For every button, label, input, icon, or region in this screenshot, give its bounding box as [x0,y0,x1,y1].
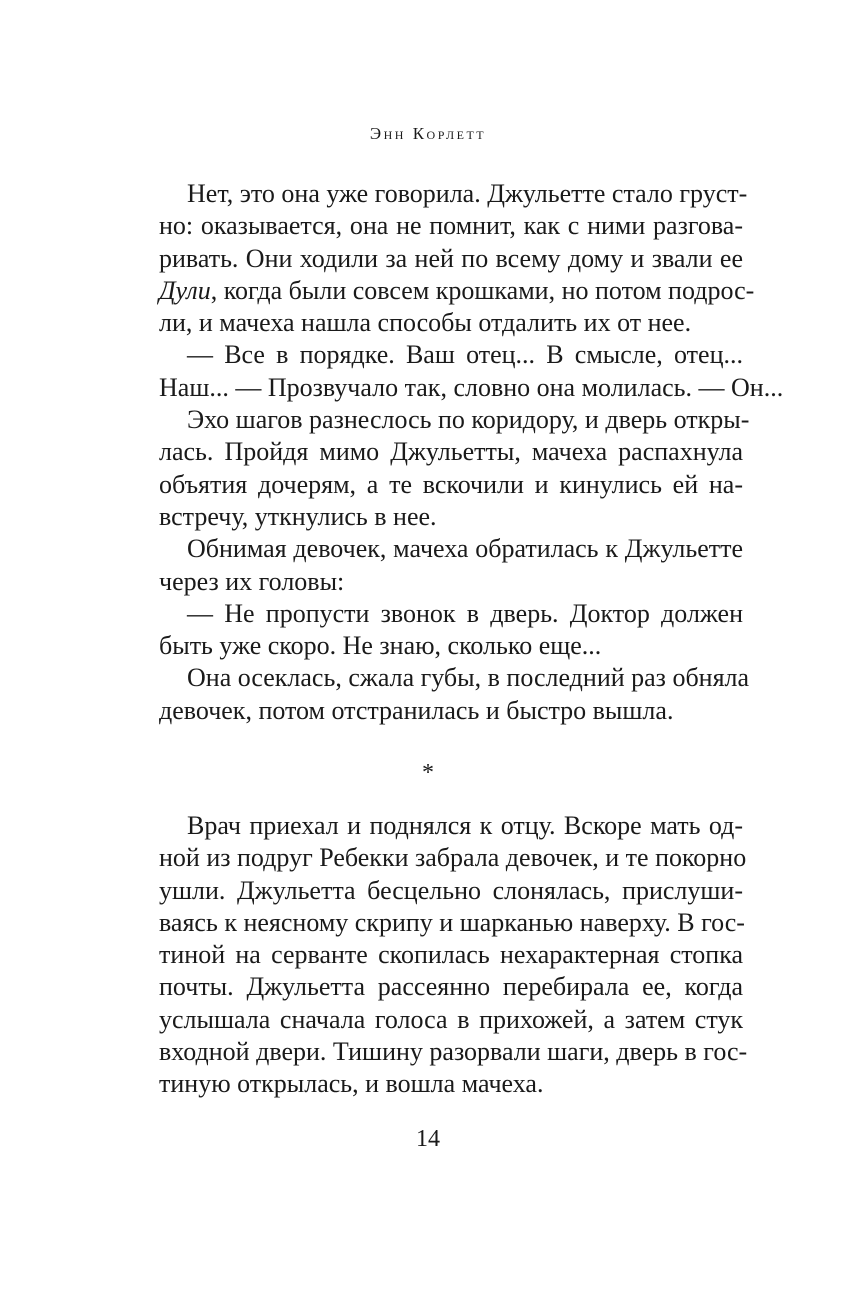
text-line: ривать. Они ходили за ней по всему дому и звали ее [159,243,743,273]
text-line: Врач приехал и поднялся к отцу. Вскоре мать од- [187,811,743,840]
running-head: Энн Корлетт [369,124,487,143]
text-line: через их головы: [159,566,345,596]
text-line: девочек, потом отстранилась и быстро вышла. [159,695,674,725]
text-line: ной из подруг Ребекки забрала девочек, и те покорно [159,843,747,873]
page-number: 14 [416,1126,440,1152]
text-line [159,275,755,307]
text-line: — Все в порядке. Ваш отец... В смысле, отец... [187,340,743,370]
text-line: объятия дочерям, а те вскочили и кинулись ей на- [159,469,743,499]
text-line: тиную открылась, и вошла мачеха. [159,1069,544,1099]
text-line: услышала сначала голоса в прихожей, а затем стук [159,1004,743,1034]
text-line: Она осеклась, сжала губы, в последний раз обняла [187,663,750,693]
text-line: тиной на серванте скопилась нехарактерная стопка [159,940,743,970]
text-line: ли, и мачеха нашла способы отдалить их от нее. [159,308,692,338]
italic-word: Дули [159,275,211,305]
text-line: Нет, это она уже говорила. Джульетте стало груст- [187,179,748,208]
text-line: ушли. Джульетта бесцельно слонялась, прислуши- [159,875,743,905]
text-line: ваясь к неясному скрипу и шарканью наверху. В гос- [159,907,745,937]
main-text-section-2 [159,810,748,1101]
text-line: но: оказывается, она не помнит, как с ними разгова- [159,211,743,241]
text-line: Обнимая девочек, мачеха обратилась к Джульетте [187,534,743,564]
text-line: встречу, уткнулись в нее. [159,501,437,531]
text-line: быть уже скоро. Не знаю, сколько еще... [159,631,602,661]
text-line: — Не пропусти звонок в дверь. Доктор должен [187,598,743,628]
text-line: Наш... — Прозвучало так, словно она молилась. — Он... [159,372,784,402]
text-line: Эхо шагов разнеслось по коридору, и дверь откры- [187,405,750,435]
text-line: почты. Джульетта рассеянно перебирала ее, когда [159,972,743,1002]
section-separator: * [422,760,434,786]
text-line: лась. Пройдя мимо Джульетты, мачеха распахнула [159,437,743,467]
main-text-section-1 [159,178,784,727]
text-line-rest: , когда были совсем крошками, но потом подрос- [210,275,755,305]
text-line: входной двери. Тишину разорвали шаги, дверь в гос- [159,1037,748,1067]
